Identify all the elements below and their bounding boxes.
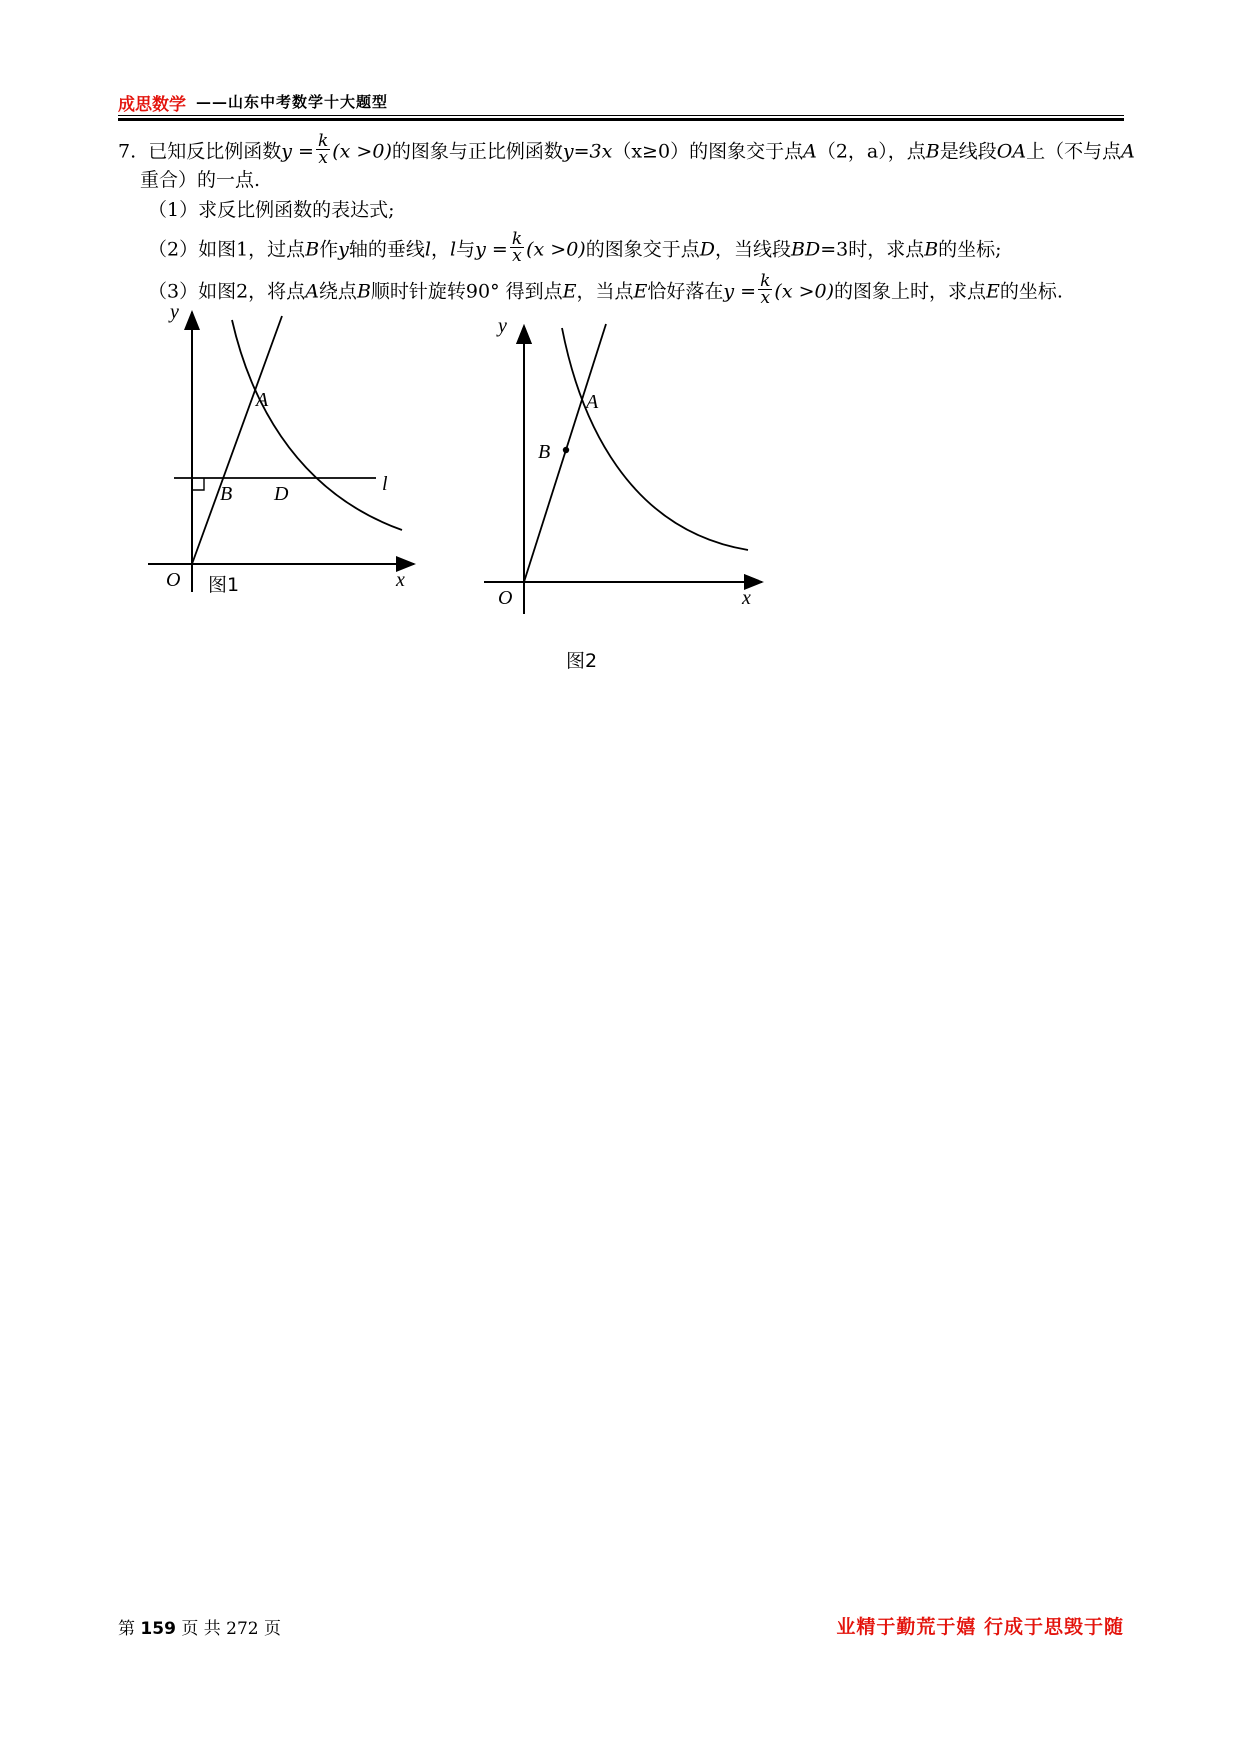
figure-1-diagram: [130, 300, 440, 600]
label-y: y: [170, 301, 179, 323]
page-prefix: 第: [118, 1619, 135, 1639]
fraction-denominator: x: [318, 148, 328, 168]
label-B: B: [538, 441, 551, 463]
footer-slogan: 业精于勤荒于嬉 行成于思毁于随: [836, 1616, 1124, 1638]
label-B: B: [220, 483, 233, 505]
point-A-coord: （2，a）: [816, 140, 888, 163]
figure-1-caption: 图1: [208, 574, 240, 596]
fraction-numerator: k: [317, 131, 329, 151]
fraction-denominator: x: [512, 246, 522, 266]
label-y: y: [498, 315, 507, 337]
point-B: B: [356, 280, 371, 303]
point-B-dot: [563, 447, 569, 453]
math-y: y: [338, 238, 349, 261]
hyperbola-curve: [562, 328, 748, 550]
math-condition: (x >0): [332, 140, 392, 163]
math-line-cond: （x≥0）: [612, 140, 690, 163]
question-text: =3时，求点: [820, 238, 925, 261]
math-condition: (x >0): [526, 238, 586, 261]
line-l: l: [424, 238, 431, 261]
label-A: A: [256, 389, 269, 411]
page-total: 272: [226, 1619, 259, 1639]
header-rule-thin: [118, 115, 1124, 116]
label-A: A: [586, 391, 599, 413]
brand-title: 成思数学: [118, 95, 186, 115]
question-text: 与: [456, 238, 476, 261]
math-line-eq: y=3x: [562, 140, 613, 163]
question-2: [148, 229, 1002, 267]
math-y: y =: [723, 280, 757, 303]
problem-text: 已知反比例函数: [148, 140, 282, 163]
question-text: ，当点: [576, 280, 634, 303]
question-text: 轴的垂线: [348, 238, 425, 261]
problem-text: 的图象与正比例函数: [391, 140, 563, 163]
question-text: ，: [431, 238, 451, 261]
math-y: y =: [475, 238, 508, 261]
math-condition: (x >0): [774, 280, 835, 303]
point-A: A: [305, 280, 319, 303]
label-l: l: [382, 473, 388, 495]
figure-2-curves: [468, 300, 788, 620]
point-B: B: [925, 140, 940, 163]
problem-text: 重合）的一点.: [140, 169, 261, 191]
point-A: A: [803, 140, 817, 163]
hyperbola-curve: [232, 320, 402, 530]
figure-2: [468, 300, 788, 680]
point-B: B: [305, 238, 320, 261]
problem-text: 上（不与点: [1026, 140, 1122, 163]
question-text: （3）如图2，将点: [148, 280, 306, 303]
question-text: 恰好落在: [647, 280, 724, 303]
page-mid: 页 共: [181, 1619, 221, 1639]
figure-1: [130, 300, 440, 600]
question-text: 的坐标.: [999, 280, 1063, 303]
problem-text: 是线段: [939, 140, 997, 163]
question-text: 的坐标;: [938, 238, 1002, 261]
problem-line-2: [140, 168, 260, 192]
page-number: [118, 1614, 281, 1639]
fraction-numerator: k: [511, 229, 523, 249]
point-E: E: [562, 280, 577, 303]
problem-text: 的图象交于点: [689, 140, 804, 163]
header-rule-thick: [118, 118, 1124, 121]
question-text: （2）如图1，过点: [148, 238, 306, 261]
question-text: 的图象上时，求点: [834, 280, 987, 303]
fraction-denominator: x: [760, 288, 771, 308]
segment-OA: OA: [996, 140, 1027, 163]
question-text: 的图象交于点: [585, 238, 700, 261]
point-B: B: [924, 238, 939, 261]
page-current: 159: [140, 1619, 176, 1639]
page-header: [118, 90, 1124, 126]
math-y: y =: [281, 140, 314, 163]
line-l: l: [450, 238, 457, 261]
line-y-3x: [192, 316, 282, 564]
point-D: D: [699, 238, 715, 261]
label-O: O: [166, 569, 181, 591]
question-1: [148, 198, 395, 222]
problem-text: ，点: [887, 140, 926, 163]
label-x: x: [396, 569, 405, 591]
figure-2-caption: 图2: [566, 650, 598, 672]
problem-number: 7.: [118, 140, 137, 163]
page-suffix: 页: [263, 1619, 281, 1639]
point-A: A: [1121, 140, 1135, 163]
label-D: D: [274, 483, 289, 505]
question-text: 顺时针旋转90° 得到点: [370, 280, 563, 303]
right-angle-mark: [192, 478, 204, 490]
fraction-numerator: k: [760, 271, 771, 291]
question-text: ，当线段: [714, 238, 791, 261]
question-text: 绕点: [318, 280, 357, 303]
fraction-k-over-x: [510, 231, 524, 264]
problem-line-1: [118, 131, 1135, 169]
question-1-text: （1）求反比例函数的表达式;: [148, 199, 395, 221]
point-E: E: [986, 280, 1000, 303]
point-E: E: [633, 280, 648, 303]
fraction-k-over-x: [316, 133, 330, 166]
label-x: x: [742, 587, 751, 609]
label-O: O: [498, 587, 513, 609]
header-subtitle: ——山东中考数学十大题型: [196, 93, 389, 111]
question-text: 作: [319, 238, 339, 261]
segment-BD: BD: [790, 238, 821, 261]
